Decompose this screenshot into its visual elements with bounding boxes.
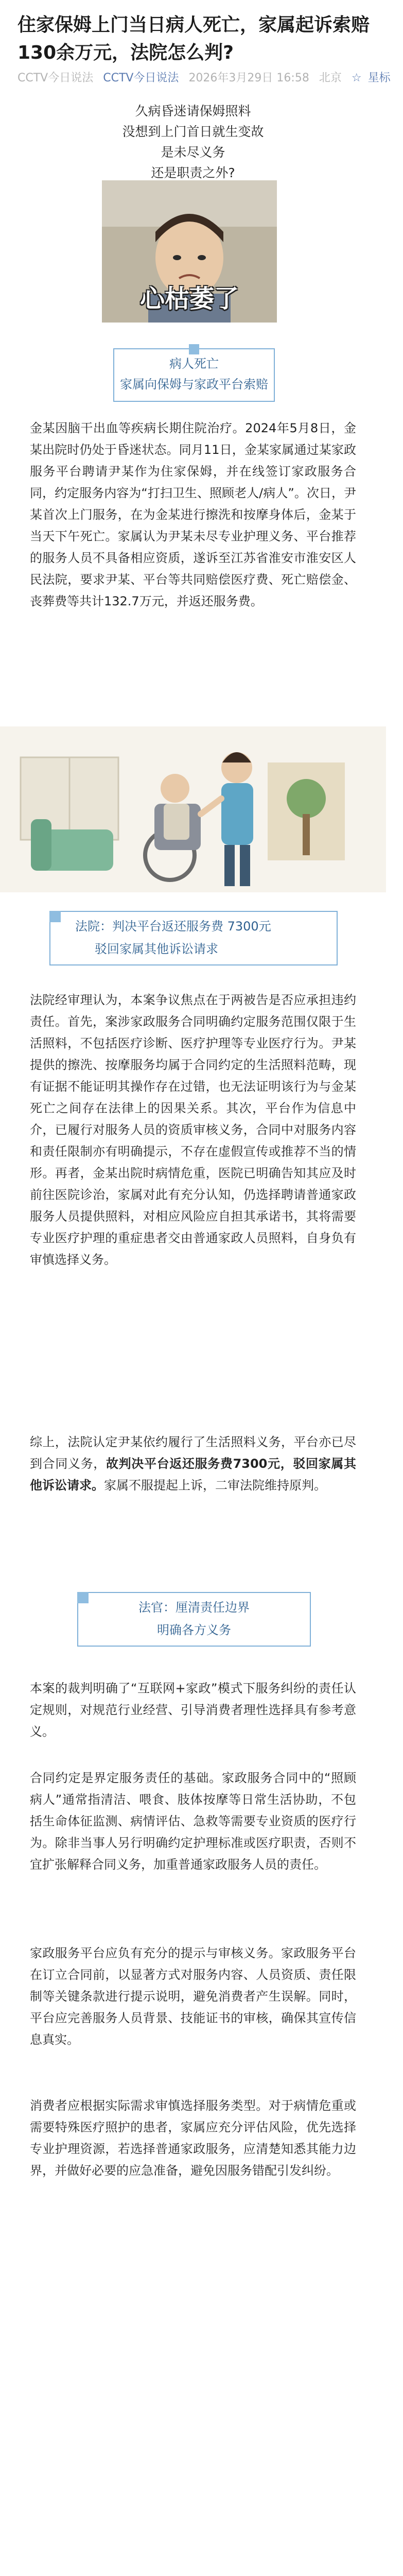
lead-line: 还是职责之外? [151, 165, 235, 180]
section-title-line: 明确各方义务 [157, 1623, 231, 1637]
paragraph: 法院经审理认为，本案争议焦点在于两被告是否应承担违约责任。首先，案涉家政服务合同明确约定服务范围仅限于生活照料，不包括医疗诊断、医疗护理等专业医疗行为。尹某提供的擦洗、按摩服务均属于合同约定的生活照料范畴，现有证据不能证明其操作存在过错，也无法证明该行为与金某死亡之间存在法律上的因果关系。其次，平台作为信息中介，已履行对服务人员的资质审核义务，合同中对服务内容和责任限制亦有明确提示，不存在虚假宣传或推荐不当的情形。再者，金某出院时病情危重，医院已明确告知其应及时前往医院诊治，家属对此有充分认知，仍选择聘请普通家政服务人员提供照料，对相应风险应自担其承诺书，其将需要专业医疗护理的重症患者交由普通家政人员照料，自身负有审慎选择义务。 [30, 993, 356, 1267]
section-title-line: 法官：厘清责任边界 [138, 1600, 250, 1615]
lead-line: 没想到上门首日就生变故 [122, 124, 264, 139]
section-heading-2 [49, 911, 338, 965]
decor-square-icon [77, 1592, 89, 1603]
star-button[interactable] [352, 72, 397, 84]
lead-block [0, 101, 386, 183]
article-title: 住家保姆上门当日病人死亡，家属起诉索赔130余万元，法院怎么判? [17, 14, 370, 63]
lead-line: 久病昏迷请保姆照料 [135, 104, 251, 118]
section-title-line: 病人死亡 [169, 357, 219, 371]
star-icon: ☆ [351, 72, 362, 84]
meme-caption: 心枯萎了 [139, 284, 239, 313]
star-label: 星标 [367, 72, 391, 84]
caregiver-illustration [0, 726, 386, 892]
section-heading-1 [113, 348, 275, 402]
paragraph-text: 综上，法院认定尹某依约履行了生活照料义务，平台亦已尽到合同义务， [30, 1435, 356, 1471]
lead-line: 是未尽义务 [161, 145, 225, 160]
paragraph-text: 家属不服提起上诉，二审法院维持原判。 [104, 1478, 326, 1493]
illustration-image [0, 726, 386, 892]
paragraph: 本案的裁判明确了“互联网+家政”模式下服务纠纷的责任认定规则，对规范行业经营、引导消费者理性选择具有参考意义。 [30, 1681, 356, 1739]
article-location: 北京 [319, 72, 342, 84]
decor-square-icon [49, 911, 61, 922]
article-meta [17, 69, 391, 85]
article-source[interactable]: CCTV今日说法 [17, 72, 94, 84]
section-title-line: 法院：判决平台返还服务费 7300元 [75, 919, 271, 934]
meme-image [102, 180, 277, 323]
paragraph: 消费者应根据实际需求审慎选择服务类型。对于病情危重或需要特殊医疗照护的患者，家属应充分评估风险，优先选择专业护理资源，若选择普通家政服务，应清楚知悉其能力边界，并做好必要的应急准备，避免因服务错配引发纠纷。 [30, 2098, 356, 2178]
article-date: 2026年3月29日 16:58 [188, 72, 309, 84]
paragraph: 金某因脑干出血等疾病长期住院治疗。2024年5月8日，金某出院时仍处于昏迷状态。同月11日，金某家属通过某家政服务平台聘请尹某作为住家保姆，并在线签订家政服务合同，约定服务内容为“打扫卫生、照顾老人/病人”。次日，尹某首次上门服务，在为金某进行擦洗和按摩身体后，金某于当天下午死亡。家属认为尹某未尽专业护理义务、平台推荐的服务人员不具备相应资质，遂诉至江苏省淮安市淮安区人民法院，要求尹某、平台等共同赔偿医疗费、死亡赔偿金、丧葬费等共计132.7万元，并返还服务费。 [30, 421, 356, 608]
article-author[interactable]: CCTV今日说法 [103, 72, 179, 84]
paragraph: 合同约定是界定服务责任的基础。家政服务合同中的“照顾病人”通常指清洁、喂食、肢体按摩等日常生活协助，不包括生命体征监测、病情评估、急救等需要专业资质的医疗行为。除非当事人另行明确约定护理标准或医疗职责，否则不宜扩张解释合同义务，加重普通家政服务人员的责任。 [30, 1771, 356, 1872]
section-heading-3 [77, 1592, 311, 1647]
section-title-line: 家属向保姆与家政平台索赔 [120, 377, 268, 392]
paragraph [30, 1431, 356, 1496]
paragraph-bold-text: 故判决平台返还服务费7300元，驳回家属其他诉讼请求。 [30, 1456, 357, 1493]
section-title-line: 驳回家属其他诉讼请求 [95, 942, 218, 956]
paragraph: 家政服务平台应负有充分的提示与审核义务。家政服务平台在订立合同前，以显著方式对服务内容、人员资质、责任限制等关键条款进行提示说明，避免消费者产生误解。同时，平台应完善服务人员背景、技能证书的审核，确保其宣传信息真实。 [30, 1946, 356, 2047]
decor-square-icon [189, 344, 199, 354]
